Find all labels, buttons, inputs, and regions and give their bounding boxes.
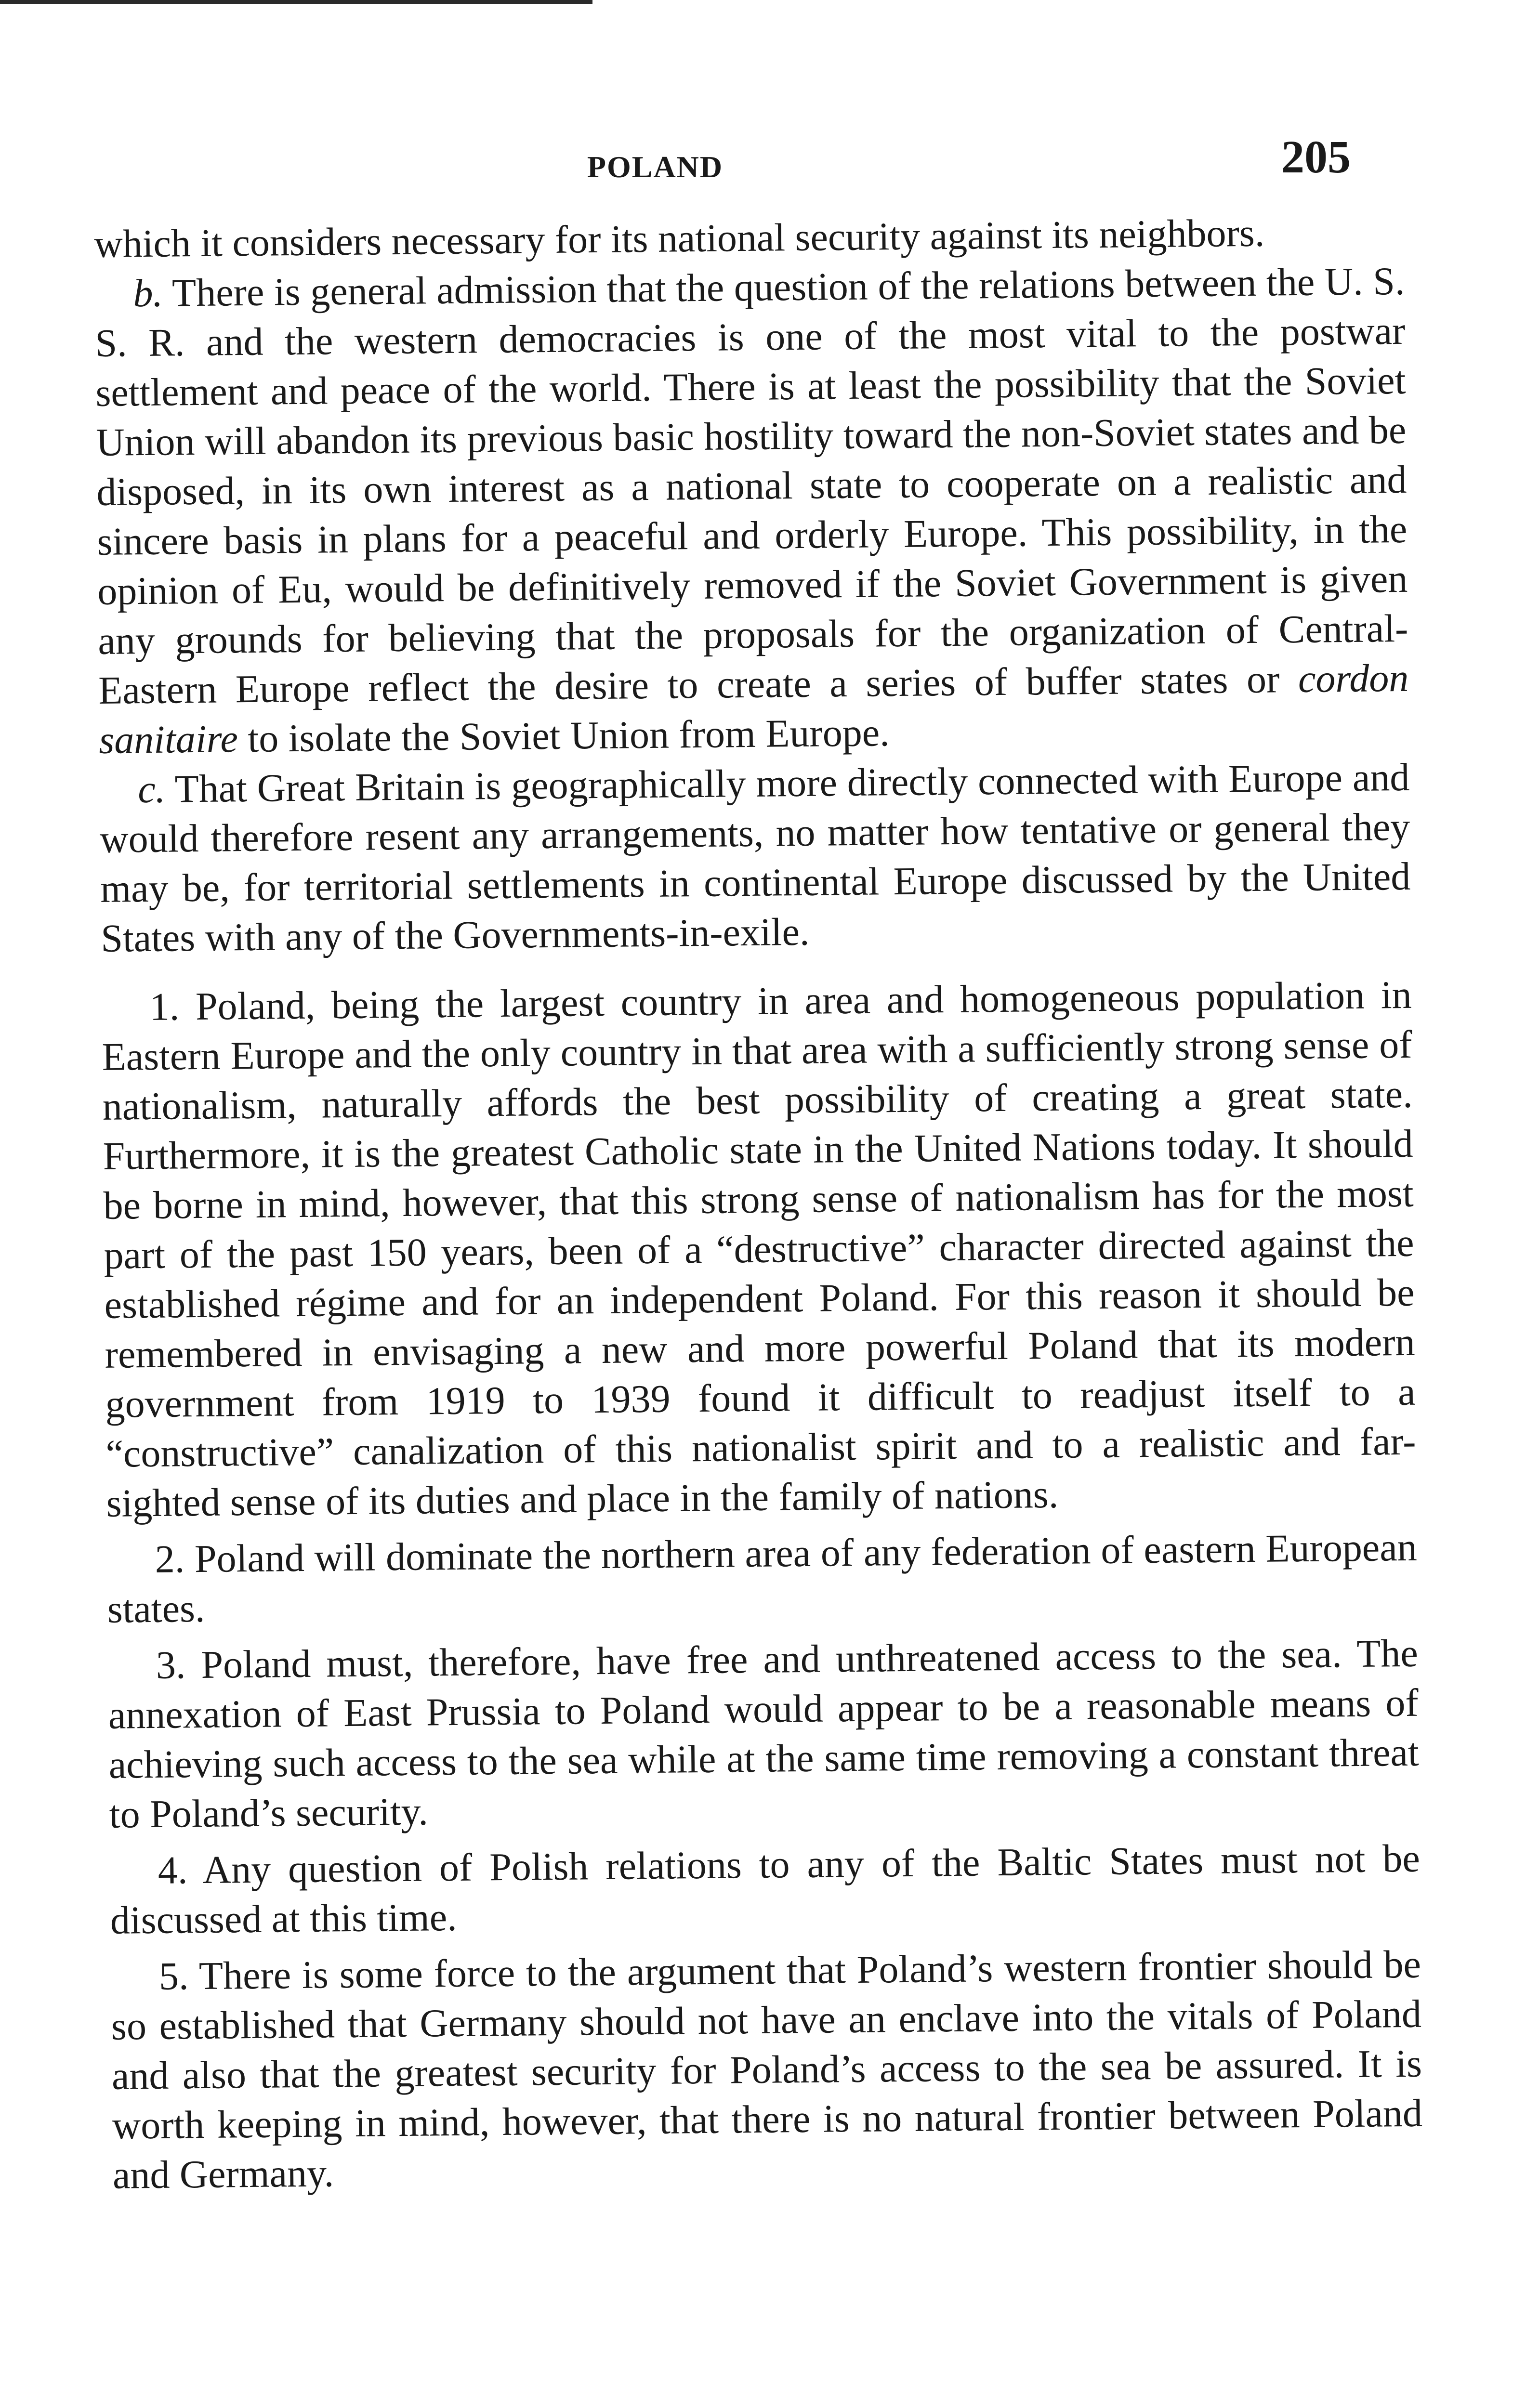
paragraph-5: 5. There is some force to the argument that Poland’s western frontier should be so established that Germany should not have an enclave into the vitals of Poland and also that the greatest security for Poland’s access to the sea be assured. It is worth keeping in mind, however, that there is no natural frontier between Poland and Germany. — [111, 1942, 1423, 2197]
paragraph-b-text-end: to isolate the Soviet Union from Europe. — [247, 710, 890, 760]
paragraph-b-text: There is general admission that the question of the relations between the U. S. S. R. and the western democracies is one of the most vital to the postwar settlement and peace of the world. There is at least the possibility that the Soviet Union will abandon its previous basic hostility toward the non-Soviet states and be disposed, in its own interest as a national state to cooperate on a realistic and sincere basis in plans for a peaceful and orderly Europe. This possibility, in the opinion of Eu, would be definitively removed if the Soviet Government is given any grounds for believing that the proposals for the organization of Central-Eastern Europe reflect the desire to create a series of buffer states or — [95, 259, 1408, 712]
paragraph-b-italic: cordon sanitaire — [98, 655, 1409, 762]
top-rule — [0, 0, 592, 4]
paragraph-c-text: That Great Britain is geographically more directly connected with Europe and would therefore resent any arrangements, no matter how tentative or general they may be, for territorial settlements in continental Europe discussed by the United States with any of the Governments-in-exile. — [99, 755, 1411, 960]
paragraph-1: 1. Poland, being the largest country in area and homogeneous population in Eastern Europe and the only country in that area with a sufficiently strong sense of nationalism, naturally affords the best possibility of creating a great state. Furthermore, it is the greatest Catholic state in the United Nations today. It should be borne in mind, however, that this strong sense of nationalism has for the most part of the past 150 years, been of a “destructive” character directed against the established régime and for an independent Poland. For this reason it should be remembered in envisaging a new and more powerful Poland that its modern government from 1919 to 1939 found it difficult to readjust itself to a “constructive” canalization of this nationalist spirit and to a realistic and far-sighted sense of its duties and place in the family of nations. — [102, 972, 1416, 1525]
paragraph-3: 3. Poland must, therefore, have free and unthreatened access to the sea. The annexation of East Prussia to Poland would appear to be a reasonable means of achieving such access to the sea while at the same time removing a constant threat to Poland’s security. — [108, 1631, 1420, 1836]
paragraph-intro: which it considers necessary for its national security against its neighbors. — [94, 210, 1265, 266]
paragraph-4: 4. Any question of Polish relations to any of the Baltic States must not be discussed at this time. — [110, 1836, 1421, 1942]
item-letter-b: b. — [133, 271, 163, 315]
paragraph-c — [99, 752, 1411, 963]
body-text — [94, 207, 1423, 2200]
page-number: 205 — [1281, 131, 1351, 183]
paragraph-2: 2. Poland will dominate the northern area of any federation of eastern European states. — [107, 1525, 1418, 1631]
running-head: POLAND — [587, 150, 724, 184]
paragraph-b — [94, 256, 1409, 765]
item-letter-c: c. — [137, 767, 166, 811]
